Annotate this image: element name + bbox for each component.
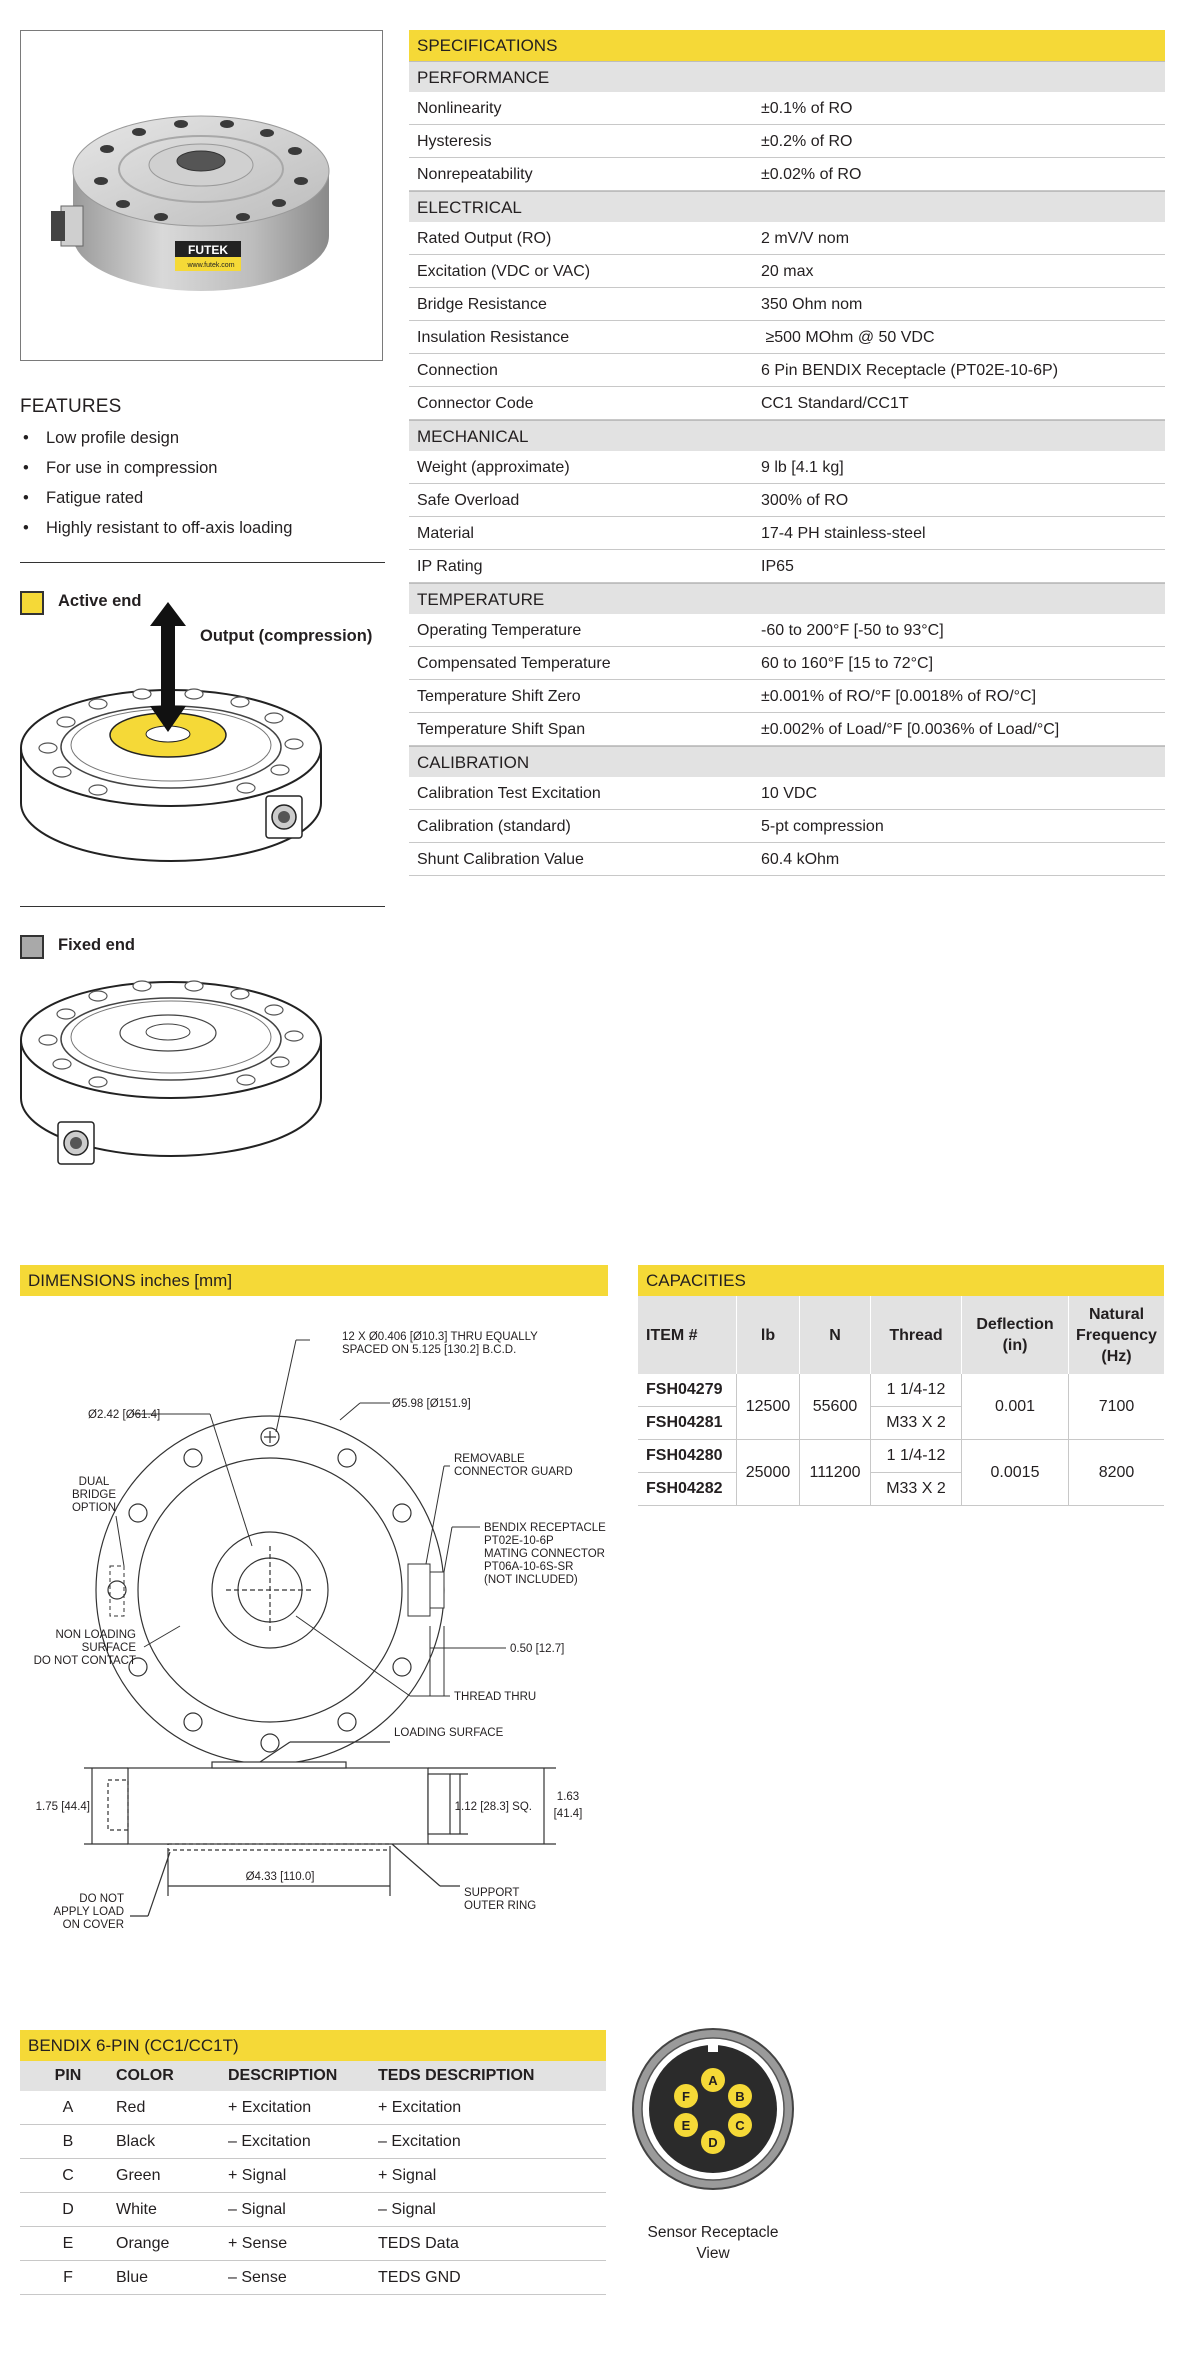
feature-item: • Highly resistant to off-axis loading — [20, 518, 292, 548]
bendix-title-bold: BENDIX — [28, 2036, 92, 2055]
dim-label: BENDIX RECEPTACLE — [484, 1522, 606, 1534]
spec-row — [409, 517, 1165, 550]
spec-row — [409, 387, 1165, 420]
spec-row — [409, 158, 1165, 191]
pin-description: + Sense — [228, 2227, 378, 2261]
spec-row — [409, 354, 1165, 387]
feature-item: • For use in compression — [20, 458, 292, 488]
col-description: DESCRIPTION — [228, 2061, 378, 2091]
table-row — [20, 2193, 606, 2227]
spec-value: ±0.001% of RO/°F [0.0018% of RO/°C] — [761, 688, 1037, 705]
dim-label: 12 X Ø0.406 [Ø10.3] THRU EQUALLY — [342, 1331, 538, 1343]
table-row — [20, 2091, 606, 2125]
dim-label: PT06A-10-6S-SR — [484, 1561, 574, 1573]
spec-row — [409, 614, 1165, 647]
pin-teds: TEDS Data — [378, 2227, 606, 2261]
spec-key: Safe Overload — [417, 492, 520, 509]
feature-item: • Low profile design — [20, 428, 292, 458]
dim-label: APPLY LOAD — [53, 1906, 124, 1918]
col-frequency-l2: Frequency — [1076, 1326, 1157, 1344]
spec-key: Shunt Calibration Value — [417, 851, 584, 868]
section-temperature: TEMPERATURE — [409, 583, 1165, 614]
spec-key: Rated Output (RO) — [417, 230, 552, 247]
pin-color: Blue — [116, 2261, 228, 2295]
pin-color: Black — [116, 2125, 228, 2159]
bendix-grid — [20, 2061, 606, 2295]
pin-description: – Excitation — [228, 2125, 378, 2159]
dim-label: LOADING SURFACE — [394, 1727, 504, 1739]
receptacle-caption-l2: View — [696, 2245, 730, 2262]
item-number: FSH04279 — [638, 1374, 737, 1407]
dim-label: DO NOT CONTACT — [33, 1655, 136, 1667]
spec-row — [409, 125, 1165, 158]
dim-label: 1.63 — [556, 1791, 580, 1803]
dim-label: Ø2.42 [Ø61.4] — [88, 1409, 161, 1421]
col-n: N — [800, 1296, 871, 1374]
dimensions-units: inches [mm] — [140, 1271, 233, 1290]
active-end-label: Active end — [58, 592, 142, 610]
spec-value: 6 Pin BENDIX Receptacle (PT02E-10-6P) — [761, 362, 1059, 379]
dim-label: DUAL — [78, 1476, 110, 1488]
spec-key: Calibration (standard) — [417, 818, 571, 835]
specifications-title: SPECIFICATIONS — [409, 30, 1165, 61]
pin-color: Orange — [116, 2227, 228, 2261]
specifications-table — [409, 30, 1165, 876]
spec-row — [409, 321, 1165, 354]
receptacle-caption-l1: Sensor Receptacle — [647, 2224, 779, 2241]
col-teds: TEDS DESCRIPTION — [378, 2061, 606, 2091]
spec-row — [409, 222, 1165, 255]
pin-description: – Signal — [228, 2193, 378, 2227]
pin-letter: C — [20, 2159, 116, 2193]
table-row — [20, 2227, 606, 2261]
section-calibration: CALIBRATION — [409, 746, 1165, 777]
spec-value: -60 to 200°F [-50 to 93°C] — [761, 622, 944, 639]
col-pin: PIN — [20, 2061, 116, 2091]
spec-key: Temperature Shift Span — [417, 721, 586, 738]
pin-teds: – Signal — [378, 2193, 606, 2227]
cap-n: 55600 — [800, 1374, 871, 1440]
table-row — [20, 2159, 606, 2193]
spec-row — [409, 484, 1165, 517]
dim-label: MATING CONNECTOR — [484, 1548, 605, 1560]
bendix-title-rest: 6-PIN (CC1/CC1T) — [91, 2036, 239, 2055]
cap-deflection: 0.0015 — [962, 1440, 1069, 1506]
spec-value: CC1 Standard/CC1T — [761, 395, 909, 412]
col-lb: lb — [737, 1296, 800, 1374]
receptacle-pin-label: C — [735, 2118, 745, 2133]
dim-label: BRIDGE — [71, 1489, 117, 1501]
features-title: FEATURES — [20, 396, 122, 417]
spec-value: IP65 — [761, 558, 794, 575]
spec-key: Connection — [417, 362, 498, 379]
item-number: FSH04281 — [638, 1407, 737, 1440]
dimensions-title-text: DIMENSIONS — [28, 1271, 136, 1290]
dim-label: SURFACE — [81, 1642, 136, 1654]
dim-label: 0.50 [12.7] — [510, 1643, 565, 1655]
pin-letter: D — [20, 2193, 116, 2227]
pin-letter: A — [20, 2091, 116, 2125]
dim-label: REMOVABLE — [454, 1453, 525, 1465]
dim-label: SUPPORT — [464, 1887, 520, 1899]
receptacle-pin-label: F — [682, 2089, 690, 2104]
receptacle-caption — [628, 2222, 798, 2264]
bendix-pin-table — [20, 2030, 606, 2295]
spec-key: Bridge Resistance — [417, 296, 547, 313]
cap-thread: M33 X 2 — [871, 1473, 962, 1506]
cap-thread: M33 X 2 — [871, 1407, 962, 1440]
spec-key: Hysteresis — [417, 133, 492, 150]
col-thread: Thread — [871, 1296, 962, 1374]
brand-logo-text: FUTEK — [188, 243, 228, 257]
col-deflection — [962, 1296, 1069, 1374]
brand-url-text: www.futek.com — [187, 262, 235, 269]
spec-key: Nonrepeatability — [417, 166, 533, 183]
dim-label: 1.75 [44.4] — [35, 1801, 90, 1813]
spec-row — [409, 288, 1165, 321]
pin-teds: + Signal — [378, 2159, 606, 2193]
spec-value: 2 mV/V nom — [761, 230, 850, 247]
col-color: COLOR — [116, 2061, 228, 2091]
capacities-table — [638, 1265, 1164, 1506]
pin-description: + Excitation — [228, 2091, 378, 2125]
spec-row — [409, 550, 1165, 583]
col-frequency-l1: Natural — [1088, 1305, 1145, 1323]
col-frequency — [1069, 1296, 1165, 1374]
spec-key: Weight (approximate) — [417, 459, 570, 476]
spec-row — [409, 810, 1165, 843]
spec-row — [409, 713, 1165, 746]
spec-row — [409, 843, 1165, 876]
cap-n: 111200 — [800, 1440, 871, 1506]
pin-letter: B — [20, 2125, 116, 2159]
spec-row — [409, 92, 1165, 125]
section-mechanical: MECHANICAL — [409, 420, 1165, 451]
product-photo — [20, 30, 383, 361]
receptacle-pin-label: A — [708, 2073, 718, 2088]
table-row — [638, 1440, 1164, 1473]
dim-label: SPACED ON 5.125 [130.2] B.C.D. — [342, 1344, 517, 1356]
spec-value: 60 to 160°F [15 to 72°C] — [761, 655, 934, 672]
spec-value: 300% of RO — [761, 492, 849, 509]
pin-color: Red — [116, 2091, 228, 2125]
cap-lb: 25000 — [737, 1440, 800, 1506]
spec-row — [409, 680, 1165, 713]
cap-deflection: 0.001 — [962, 1374, 1069, 1440]
sensor-receptacle-diagram — [628, 2024, 798, 2194]
dim-label: OUTER RING — [464, 1900, 537, 1912]
receptacle-pin-label: E — [681, 2118, 691, 2133]
spec-value: 60.4 kOhm — [761, 851, 840, 868]
table-row — [638, 1374, 1164, 1407]
spec-key: Insulation Resistance — [417, 329, 570, 346]
section-performance: PERFORMANCE — [409, 61, 1165, 92]
col-deflection-l2: (in) — [1002, 1337, 1028, 1354]
dim-label: ON COVER — [62, 1919, 124, 1931]
dim-label: (NOT INCLUDED) — [484, 1574, 578, 1586]
spec-key: Temperature Shift Zero — [417, 688, 581, 705]
spec-value: 20 max — [761, 263, 814, 280]
cap-thread: 1 1/4-12 — [871, 1374, 962, 1407]
dim-label: NON LOADING — [55, 1629, 136, 1641]
receptacle-pin-label: B — [735, 2089, 745, 2104]
spec-value: ±0.2% of RO — [761, 133, 853, 150]
dim-label: 1.12 [28.3] SQ. — [454, 1801, 532, 1813]
spec-key: Connector Code — [417, 395, 534, 412]
capacities-title: CAPACITIES — [638, 1265, 1164, 1296]
col-deflection-l1: Deflection — [976, 1316, 1054, 1333]
active-end-illustration — [18, 598, 328, 870]
divider — [20, 562, 385, 563]
spec-key: Excitation (VDC or VAC) — [417, 263, 591, 280]
dim-label: Ø5.98 [Ø151.9] — [392, 1398, 471, 1410]
spec-value: ±0.02% of RO — [761, 166, 862, 183]
dim-label: OPTION — [71, 1502, 117, 1514]
dim-label: PT02E-10-6P — [484, 1535, 554, 1547]
dim-label: CONNECTOR GUARD — [454, 1466, 573, 1478]
pin-color: Green — [116, 2159, 228, 2193]
pin-letter: F — [20, 2261, 116, 2295]
fixed-end-label: Fixed end — [58, 936, 136, 954]
output-label: Output (compression) — [200, 627, 373, 645]
cap-frequency: 8200 — [1069, 1440, 1165, 1506]
spec-value: ±0.1% of RO — [761, 100, 853, 117]
spec-key: Calibration Test Excitation — [417, 785, 601, 802]
fixed-end-illustration — [18, 960, 328, 1200]
col-frequency-l3: (Hz) — [1101, 1347, 1132, 1365]
pin-letter: E — [20, 2227, 116, 2261]
divider — [20, 906, 385, 907]
spec-value: 10 VDC — [761, 785, 818, 802]
receptacle-pin-label: D — [708, 2135, 718, 2150]
pin-teds: + Excitation — [378, 2091, 606, 2125]
spec-row — [409, 451, 1165, 484]
table-row — [20, 2261, 606, 2295]
cap-frequency: 7100 — [1069, 1374, 1165, 1440]
capacities-grid — [638, 1296, 1164, 1506]
spec-row — [409, 647, 1165, 680]
dim-label: DO NOT — [79, 1893, 124, 1905]
table-row — [20, 2125, 606, 2159]
spec-row — [409, 777, 1165, 810]
spec-key: Material — [417, 525, 474, 542]
col-item: ITEM # — [638, 1296, 737, 1374]
cap-lb: 12500 — [737, 1374, 800, 1440]
dim-label: Ø4.33 [110.0] — [245, 1871, 315, 1883]
dimensions-title — [20, 1265, 608, 1296]
feature-item: • Fatigue rated — [20, 488, 292, 518]
pin-color: White — [116, 2193, 228, 2227]
fixed-end-swatch — [20, 935, 44, 959]
cap-thread: 1 1/4-12 — [871, 1440, 962, 1473]
spec-key: Nonlinearity — [417, 100, 502, 117]
features-list — [20, 428, 292, 548]
pin-teds: TEDS GND — [378, 2261, 606, 2295]
bendix-title — [20, 2030, 606, 2061]
pin-description: – Sense — [228, 2261, 378, 2295]
spec-row — [409, 255, 1165, 288]
dimension-drawing — [20, 1296, 608, 1936]
spec-value: 5-pt compression — [761, 818, 884, 835]
spec-key: IP Rating — [417, 558, 483, 575]
pin-description: + Signal — [228, 2159, 378, 2193]
section-electrical: ELECTRICAL — [409, 191, 1165, 222]
spec-value: 17-4 PH stainless-steel — [761, 525, 926, 542]
spec-value: 9 lb [4.1 kg] — [761, 459, 844, 476]
dim-label: THREAD THRU — [454, 1691, 537, 1703]
spec-key: Operating Temperature — [417, 622, 582, 639]
item-number: FSH04280 — [638, 1440, 737, 1473]
pin-teds: – Excitation — [378, 2125, 606, 2159]
item-number: FSH04282 — [638, 1473, 737, 1506]
dim-label: [41.4] — [553, 1808, 583, 1820]
spec-key: Compensated Temperature — [417, 655, 611, 672]
spec-value: 350 Ohm nom — [761, 296, 863, 313]
spec-value: ±0.002% of Load/°F [0.0036% of Load/°C] — [761, 721, 1060, 738]
spec-value: ≥500 MOhm @ 50 VDC — [761, 329, 935, 346]
